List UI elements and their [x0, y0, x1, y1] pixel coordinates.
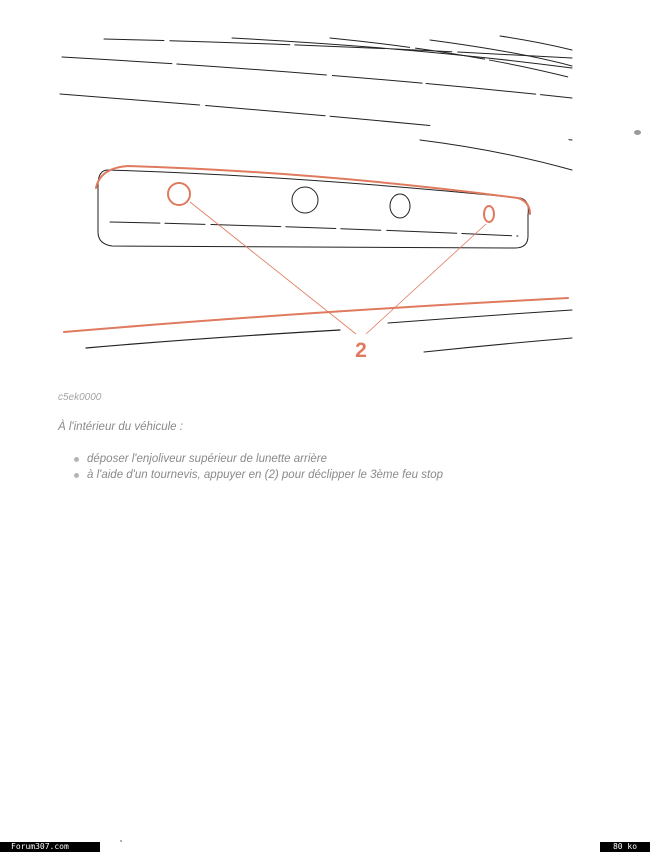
figure-caption: c5ek0000 [58, 392, 102, 403]
intro-text: À l'intérieur du véhicule : [58, 421, 183, 433]
roof-line [330, 38, 572, 78]
roof-line [60, 94, 572, 140]
callout-label: 2 [355, 339, 367, 362]
scan-speck [634, 130, 641, 135]
body-line [86, 330, 340, 348]
clip-hole [390, 194, 410, 218]
step-text: à l'aide d'un tournevis, appuyer en (2) pour déclipper le 3ème feu stop [87, 469, 444, 481]
list-item [74, 469, 443, 482]
roof-line [62, 57, 572, 98]
list-item [74, 453, 443, 466]
footer-size-label: 80 ko [600, 842, 650, 852]
clip-point-highlight [168, 183, 190, 205]
body-line [388, 310, 572, 323]
footer-site-label: Forum307.com [0, 842, 100, 852]
bullet-icon [74, 473, 79, 478]
trim-inner-line [110, 222, 518, 236]
roof-line [500, 36, 572, 50]
roof-line [104, 39, 572, 58]
roof-line [232, 38, 572, 68]
step-text: déposer l'enjoliveur supérieur de lunette arrière [87, 453, 328, 465]
leader-line [190, 202, 356, 334]
instruction-list [74, 453, 443, 485]
technical-illustration [0, 0, 650, 380]
body-line [424, 338, 572, 352]
clip-point-highlight [484, 206, 494, 222]
bullet-icon [74, 457, 79, 462]
scan-speck [120, 840, 122, 842]
clip-hole [292, 187, 318, 213]
roof-line [420, 140, 572, 170]
trim-outline [98, 170, 528, 248]
